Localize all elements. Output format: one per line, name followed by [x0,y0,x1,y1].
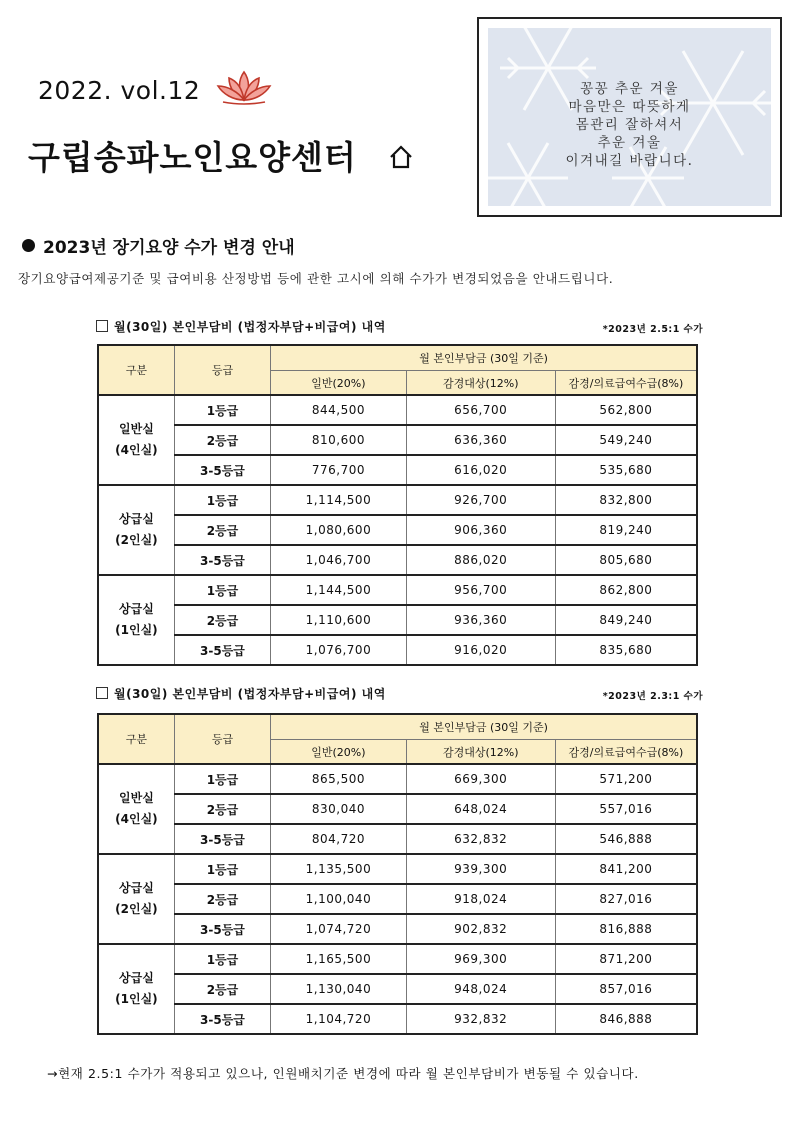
medical-cell: 832,800 [555,485,697,515]
room-type-cell [98,944,174,1034]
general-cell: 1,114,500 [271,485,407,515]
section-heading [22,233,295,258]
room-type-cell [98,395,174,485]
room-name: 상급실 [119,881,154,895]
grade-cell: 1등급 [174,575,270,605]
table-row [98,575,697,605]
reduced-cell: 939,300 [406,854,555,884]
medical-cell: 857,016 [555,974,697,1004]
table-row [98,854,697,884]
medical-cell: 571,200 [555,764,697,794]
general-cell: 776,700 [271,455,407,485]
room-capacity: (1인실) [115,992,158,1006]
medical-cell: 805,680 [555,545,697,575]
medical-cell: 846,888 [555,1004,697,1034]
general-cell: 1,135,500 [271,854,407,884]
general-cell: 1,076,700 [271,635,407,665]
medical-cell: 849,240 [555,605,697,635]
room-capacity: (2인실) [115,533,158,547]
grade-cell: 1등급 [174,395,270,425]
header-grade: 등급 [174,714,270,764]
general-cell: 1,074,720 [271,914,407,944]
medical-cell: 819,240 [555,515,697,545]
grade-cell: 1등급 [174,854,270,884]
header-category: 구분 [98,714,174,764]
reduced-cell: 926,700 [406,485,555,515]
table-caption [96,318,386,335]
greeting-card [477,17,782,217]
general-cell: 1,130,040 [271,974,407,1004]
general-cell: 1,100,040 [271,884,407,914]
table-row [98,974,697,1004]
table-row [98,764,697,794]
room-type-cell [98,575,174,665]
reduced-cell: 632,832 [406,824,555,854]
medical-cell: 546,888 [555,824,697,854]
section-heading-text: 2023년 장기요양 수가 변경 안내 [43,238,295,258]
reduced-cell: 669,300 [406,764,555,794]
general-cell: 810,600 [271,425,407,455]
table-row [98,794,697,824]
issue-label: 2022. vol.12 [38,76,201,105]
grade-cell: 3-5등급 [174,635,270,665]
general-cell: 1,104,720 [271,1004,407,1034]
header-group: 월 본인부담금 (30일 기준) [271,345,697,371]
table-row [98,395,697,425]
table-note: *2023년 2.3:1 수가 [602,691,703,702]
table-row [98,824,697,854]
checkbox-icon [96,320,108,332]
room-type-cell [98,485,174,575]
header-reduced: 감경대상(12%) [406,371,555,396]
header-medical: 감경/의료급여수급(8%) [555,371,697,396]
medical-cell: 827,016 [555,884,697,914]
greeting-line: 몸관리 잘하셔서 [575,117,684,133]
reduced-cell: 886,020 [406,545,555,575]
room-capacity: (4인실) [115,812,158,826]
medical-cell: 862,800 [555,575,697,605]
header-reduced: 감경대상(12%) [406,740,555,765]
table-caption-text: 월(30일) 본인부담비 (법정자부담+비급여) 내역 [114,687,386,701]
greeting-line: 꽁꽁 추운 겨울 [580,81,679,97]
general-cell: 844,500 [271,395,407,425]
grade-cell: 1등급 [174,485,270,515]
general-cell: 830,040 [271,794,407,824]
greeting-text [488,80,771,170]
table-caption-text: 월(30일) 본인부담비 (법정자부담+비급여) 내역 [114,320,386,334]
header-category: 구분 [98,345,174,395]
fee-table-2 [97,713,698,1035]
table-row [98,914,697,944]
header-general: 일반(20%) [271,740,407,765]
reduced-cell: 916,020 [406,635,555,665]
reduced-cell: 906,360 [406,515,555,545]
table-row [98,515,697,545]
general-cell: 1,080,600 [271,515,407,545]
grade-cell: 3-5등급 [174,914,270,944]
center-title: 구립송파노인요양센터 [28,138,357,177]
reduced-cell: 648,024 [406,794,555,824]
table-row [98,944,697,974]
reduced-cell: 969,300 [406,944,555,974]
reduced-cell: 636,360 [406,425,555,455]
grade-cell: 3-5등급 [174,545,270,575]
grade-cell: 2등급 [174,974,270,1004]
reduced-cell: 656,700 [406,395,555,425]
table-row [98,545,697,575]
table-row [98,455,697,485]
room-name: 일반실 [119,791,154,805]
reduced-cell: 902,832 [406,914,555,944]
header-group: 월 본인부담금 (30일 기준) [271,714,697,740]
grade-cell: 1등급 [174,764,270,794]
table-row [98,425,697,455]
reduced-cell: 616,020 [406,455,555,485]
grade-cell: 3-5등급 [174,824,270,854]
room-name: 상급실 [119,971,154,985]
general-cell: 1,165,500 [271,944,407,974]
home-icon [388,144,414,170]
checkbox-icon [96,687,108,699]
general-cell: 1,144,500 [271,575,407,605]
room-name: 상급실 [119,602,154,616]
table-row [98,485,697,515]
table-row [98,1004,697,1034]
medical-cell: 835,680 [555,635,697,665]
room-type-cell [98,764,174,854]
medical-cell: 562,800 [555,395,697,425]
room-capacity: (1인실) [115,623,158,637]
general-cell: 1,046,700 [271,545,407,575]
fee-table-1 [97,344,698,666]
header-grade: 등급 [174,345,270,395]
medical-cell: 841,200 [555,854,697,884]
medical-cell: 535,680 [555,455,697,485]
footnote: →현재 2.5:1 수가가 적용되고 있으나, 인원배치기준 변경에 따라 월 본인부담비가 변동될 수 있습니다. [47,1066,639,1081]
reduced-cell: 918,024 [406,884,555,914]
greeting-line: 추운 겨울 [597,135,662,151]
grade-cell: 3-5등급 [174,1004,270,1034]
grade-cell: 1등급 [174,944,270,974]
greeting-line: 마음만은 따뜻하게 [568,99,691,115]
intro-text: 장기요양급여제공기준 및 급여비용 산정방법 등에 관한 고시에 의해 수가가 변경되었음을 안내드립니다. [18,271,614,286]
reduced-cell: 936,360 [406,605,555,635]
table-caption [96,685,386,702]
grade-cell: 2등급 [174,515,270,545]
medical-cell: 557,016 [555,794,697,824]
medical-cell: 871,200 [555,944,697,974]
grade-cell: 2등급 [174,605,270,635]
general-cell: 804,720 [271,824,407,854]
grade-cell: 2등급 [174,884,270,914]
general-cell: 865,500 [271,764,407,794]
greeting-line: 이겨내길 바랍니다. [565,153,694,169]
grade-cell: 2등급 [174,425,270,455]
table-row [98,884,697,914]
grade-cell: 2등급 [174,794,270,824]
room-capacity: (2인실) [115,902,158,916]
grade-cell: 3-5등급 [174,455,270,485]
medical-cell: 816,888 [555,914,697,944]
room-type-cell [98,854,174,944]
room-name: 일반실 [119,422,154,436]
table-row [98,605,697,635]
room-capacity: (4인실) [115,443,158,457]
table-row [98,635,697,665]
room-name: 상급실 [119,512,154,526]
lotus-icon [213,66,275,106]
table-note: *2023년 2.5:1 수가 [602,324,703,335]
reduced-cell: 932,832 [406,1004,555,1034]
header-general: 일반(20%) [271,371,407,396]
reduced-cell: 956,700 [406,575,555,605]
medical-cell: 549,240 [555,425,697,455]
general-cell: 1,110,600 [271,605,407,635]
reduced-cell: 948,024 [406,974,555,1004]
bullet-icon [22,239,35,252]
header-medical: 감경/의료급여수급(8%) [555,740,697,765]
